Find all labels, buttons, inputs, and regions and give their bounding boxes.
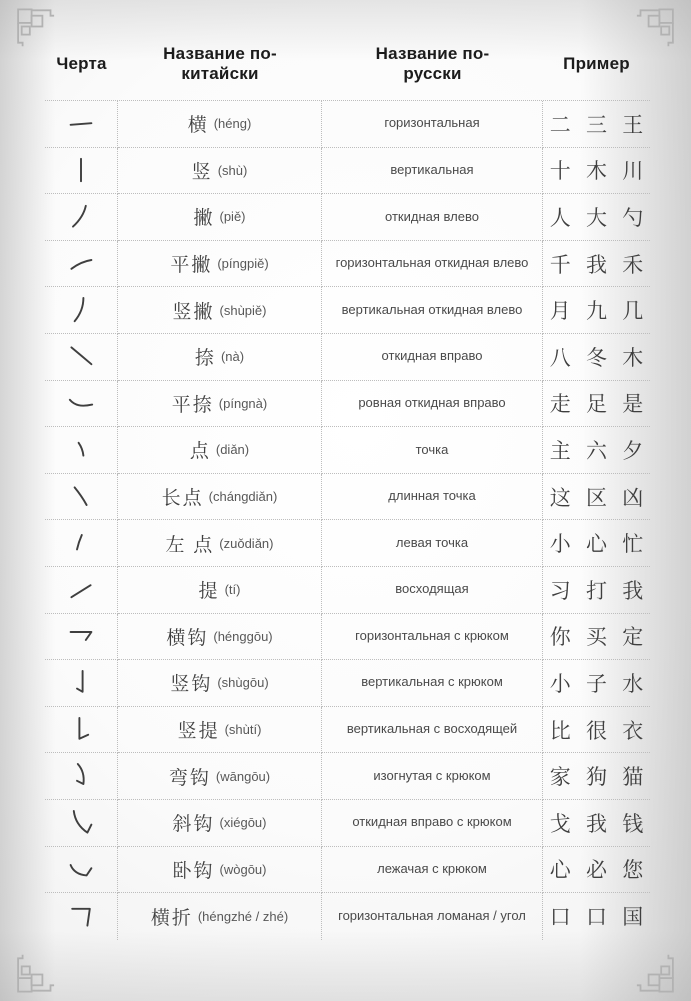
russian-name: горизонтальная откидная влево bbox=[335, 255, 529, 271]
example-hanzi: 十 木 川 bbox=[549, 159, 644, 184]
pingna-stroke-icon bbox=[65, 387, 97, 419]
wangou-stroke-icon bbox=[65, 760, 97, 792]
chinese-hanzi: 卧钩 bbox=[172, 860, 215, 882]
chinese-name-cell bbox=[118, 194, 322, 241]
stroke-cell bbox=[45, 194, 118, 241]
shupie-stroke-icon bbox=[65, 294, 97, 326]
chinese-hanzi: 点 bbox=[189, 441, 211, 463]
table-row bbox=[45, 427, 650, 474]
chinese-hanzi: 长点 bbox=[161, 488, 204, 510]
chinese-name-cell bbox=[118, 474, 322, 521]
russian-name-cell bbox=[322, 847, 543, 894]
chinese-name-cell bbox=[118, 381, 322, 428]
stroke-cell bbox=[45, 753, 118, 800]
chinese-name-cell bbox=[118, 800, 322, 847]
example-hanzi: 主 六 夕 bbox=[549, 438, 644, 463]
hengzhe-stroke-icon bbox=[65, 900, 97, 932]
example-cell bbox=[543, 241, 650, 288]
chinese-name-cell bbox=[118, 520, 322, 567]
pinyin: (wògōu) bbox=[219, 861, 267, 877]
chinese-hanzi: 斜钩 bbox=[172, 814, 215, 836]
header-chinese-name-column: Название по-китайски bbox=[163, 43, 277, 83]
stroke-cell bbox=[45, 474, 118, 521]
russian-name-cell bbox=[322, 707, 543, 754]
russian-name-cell bbox=[322, 614, 543, 661]
chinese-name-cell bbox=[118, 148, 322, 195]
pinyin: (héng) bbox=[213, 116, 252, 132]
shuti-stroke-icon bbox=[65, 714, 97, 746]
russian-name-cell bbox=[322, 287, 543, 334]
table-row bbox=[45, 334, 650, 381]
heng-stroke-icon bbox=[65, 108, 97, 140]
ti-stroke-icon bbox=[65, 574, 97, 606]
pinyin: (shùtí) bbox=[224, 722, 262, 738]
dian-stroke-icon bbox=[65, 434, 97, 466]
russian-name: откидная влево bbox=[385, 208, 479, 224]
header-russian-name-column: Название по-русски bbox=[375, 43, 490, 83]
pinyin: (píngnà) bbox=[218, 395, 268, 411]
russian-name: ровная откидная вправо bbox=[358, 394, 506, 410]
example-hanzi: 小 心 忙 bbox=[549, 532, 644, 557]
russian-name-cell bbox=[322, 800, 543, 847]
russian-name: горизонтальная ломаная / угол bbox=[338, 907, 526, 923]
shugou-stroke-icon bbox=[65, 667, 97, 699]
stroke-cell bbox=[45, 381, 118, 428]
table-row bbox=[45, 148, 650, 195]
table-row bbox=[45, 567, 650, 614]
example-cell bbox=[543, 567, 650, 614]
table-row bbox=[45, 381, 650, 428]
pinyin: (piě) bbox=[219, 209, 246, 225]
pingpie-stroke-icon bbox=[65, 248, 97, 280]
russian-name: длинная точка bbox=[388, 488, 476, 504]
russian-name: откидная вправо с крюком bbox=[352, 814, 512, 830]
russian-name-cell bbox=[322, 334, 543, 381]
chinese-hanzi: 竖钩 bbox=[170, 674, 213, 696]
table-row bbox=[45, 241, 650, 288]
stroke-cell bbox=[45, 101, 118, 148]
example-cell bbox=[543, 334, 650, 381]
russian-name: горизонтальная bbox=[384, 115, 480, 131]
russian-name: точка bbox=[415, 441, 449, 457]
stroke-cell bbox=[45, 334, 118, 381]
stroke-cell bbox=[45, 520, 118, 567]
chinese-hanzi: 平撇 bbox=[170, 255, 213, 277]
chinese-hanzi: 撇 bbox=[193, 208, 215, 230]
russian-name-cell bbox=[322, 753, 543, 800]
chinese-hanzi: 弯钩 bbox=[168, 767, 211, 789]
pinyin: (hénggōu) bbox=[213, 628, 273, 644]
chinese-name-cell bbox=[118, 101, 322, 148]
stroke-cell bbox=[45, 847, 118, 894]
chinese-hanzi: 竖 bbox=[191, 161, 213, 183]
russian-name: откидная вправо bbox=[381, 348, 483, 364]
russian-name-cell bbox=[322, 194, 543, 241]
russian-name-cell bbox=[322, 474, 543, 521]
chinese-hanzi: 竖提 bbox=[177, 721, 220, 743]
example-hanzi: 戈 我 钱 bbox=[549, 811, 644, 836]
pinyin: (shùpiě) bbox=[219, 302, 267, 318]
stroke-cell bbox=[45, 660, 118, 707]
stroke-cell bbox=[45, 241, 118, 288]
example-hanzi: 你 买 定 bbox=[549, 625, 644, 650]
chinese-name-cell bbox=[118, 334, 322, 381]
example-cell bbox=[543, 753, 650, 800]
na-stroke-icon bbox=[65, 341, 97, 373]
chinese-name-cell bbox=[118, 847, 322, 894]
table-row bbox=[45, 194, 650, 241]
russian-name-cell bbox=[322, 381, 543, 428]
pinyin: (píngpiě) bbox=[217, 256, 269, 272]
chinese-name-cell bbox=[118, 753, 322, 800]
russian-name: вертикальная bbox=[390, 161, 474, 177]
example-cell bbox=[543, 660, 650, 707]
table-row bbox=[45, 520, 650, 567]
chinese-name-cell bbox=[118, 707, 322, 754]
chinese-hanzi: 横折 bbox=[150, 907, 193, 929]
example-hanzi: 心 必 您 bbox=[549, 858, 644, 883]
pinyin: (héngzhé / zhé) bbox=[197, 908, 289, 924]
pinyin: (zuǒdiǎn) bbox=[219, 535, 274, 551]
shu-stroke-icon bbox=[65, 154, 97, 186]
example-cell bbox=[543, 893, 650, 940]
example-hanzi: 二 三 王 bbox=[549, 112, 644, 137]
russian-name-cell bbox=[322, 427, 543, 474]
table-row bbox=[45, 893, 650, 940]
stroke-cell bbox=[45, 287, 118, 334]
header-example-column: Пример bbox=[563, 53, 630, 73]
example-cell bbox=[543, 614, 650, 661]
pinyin: (shù) bbox=[217, 162, 248, 178]
example-cell bbox=[543, 427, 650, 474]
russian-name-cell bbox=[322, 660, 543, 707]
russian-name: восходящая bbox=[395, 581, 469, 597]
corner-ornament-icon bbox=[10, 943, 64, 997]
example-cell bbox=[543, 474, 650, 521]
pinyin: (shùgōu) bbox=[217, 675, 269, 691]
table-row bbox=[45, 753, 650, 800]
russian-name: левая точка bbox=[395, 534, 469, 550]
example-hanzi: 八 冬 木 bbox=[549, 345, 644, 370]
example-hanzi: 家 狗 猫 bbox=[549, 765, 644, 790]
example-cell bbox=[543, 847, 650, 894]
stroke-cell bbox=[45, 148, 118, 195]
russian-name: изогнутая с крюком bbox=[373, 767, 491, 783]
chinese-name-cell bbox=[118, 241, 322, 288]
table-row bbox=[45, 287, 650, 334]
example-hanzi: 习 打 我 bbox=[549, 578, 644, 603]
chinese-hanzi: 平捺 bbox=[171, 394, 214, 416]
example-hanzi: 千 我 禾 bbox=[549, 252, 644, 277]
example-hanzi: 走 足 是 bbox=[549, 392, 644, 417]
pinyin: (wāngōu) bbox=[215, 768, 271, 784]
chinese-hanzi: 竖撇 bbox=[172, 301, 215, 323]
pinyin: (chángdiǎn) bbox=[208, 489, 278, 505]
example-cell bbox=[543, 520, 650, 567]
stroke-cell bbox=[45, 614, 118, 661]
example-hanzi: 小 子 水 bbox=[549, 671, 644, 696]
russian-name-cell bbox=[322, 567, 543, 614]
table-row bbox=[45, 660, 650, 707]
example-hanzi: 比 很 衣 bbox=[549, 718, 644, 743]
russian-name: лежачая с крюком bbox=[377, 860, 487, 876]
strokes-table bbox=[45, 100, 650, 940]
table-row bbox=[45, 474, 650, 521]
example-cell bbox=[543, 194, 650, 241]
table-header bbox=[45, 36, 650, 92]
xiegou-stroke-icon bbox=[65, 807, 97, 839]
chinese-name-cell bbox=[118, 893, 322, 940]
stroke-cell bbox=[45, 800, 118, 847]
russian-name-cell bbox=[322, 520, 543, 567]
pinyin: (tí) bbox=[224, 582, 241, 598]
russian-name-cell bbox=[322, 101, 543, 148]
zuodian-stroke-icon bbox=[65, 527, 97, 559]
pinyin: (xiégōu) bbox=[219, 815, 267, 831]
russian-name-cell bbox=[322, 148, 543, 195]
stroke-cell bbox=[45, 427, 118, 474]
table-row bbox=[45, 707, 650, 754]
chinese-hanzi: 捺 bbox=[194, 348, 216, 370]
header-stroke-column: Черта bbox=[56, 53, 107, 73]
russian-name-cell bbox=[322, 893, 543, 940]
russian-name: вертикальная откидная влево bbox=[341, 301, 523, 317]
wogou-stroke-icon bbox=[65, 853, 97, 885]
changdian-stroke-icon bbox=[65, 481, 97, 513]
chinese-hanzi: 横钩 bbox=[166, 627, 209, 649]
pie-stroke-icon bbox=[65, 201, 97, 233]
russian-name: вертикальная с крюком bbox=[361, 674, 503, 690]
stroke-cell bbox=[45, 707, 118, 754]
example-hanzi: 人 大 勺 bbox=[549, 205, 644, 230]
chinese-hanzi: 横 bbox=[187, 115, 209, 137]
chinese-name-cell bbox=[118, 660, 322, 707]
russian-name: вертикальная с восходящей bbox=[346, 721, 518, 737]
example-cell bbox=[543, 381, 650, 428]
pinyin: (diǎn) bbox=[215, 442, 250, 458]
henggou-stroke-icon bbox=[65, 620, 97, 652]
example-hanzi: 口 口 国 bbox=[549, 905, 644, 930]
russian-name: горизонтальная с крюком bbox=[355, 627, 509, 643]
chinese-name-cell bbox=[118, 567, 322, 614]
table-row bbox=[45, 847, 650, 894]
example-hanzi: 这 区 凶 bbox=[549, 485, 644, 510]
example-hanzi: 月 九 几 bbox=[549, 299, 644, 324]
chinese-name-cell bbox=[118, 614, 322, 661]
stroke-cell bbox=[45, 893, 118, 940]
stroke-cell bbox=[45, 567, 118, 614]
example-cell bbox=[543, 707, 650, 754]
example-cell bbox=[543, 101, 650, 148]
table-row bbox=[45, 800, 650, 847]
chinese-hanzi: 左 点 bbox=[165, 534, 215, 556]
chinese-name-cell bbox=[118, 427, 322, 474]
table-row bbox=[45, 614, 650, 661]
russian-name-cell bbox=[322, 241, 543, 288]
example-cell bbox=[543, 800, 650, 847]
chinese-hanzi: 提 bbox=[198, 581, 220, 603]
corner-ornament-icon bbox=[627, 943, 681, 997]
example-cell bbox=[543, 148, 650, 195]
table-row bbox=[45, 101, 650, 148]
example-cell bbox=[543, 287, 650, 334]
pinyin: (nà) bbox=[220, 349, 245, 365]
chinese-name-cell bbox=[118, 287, 322, 334]
